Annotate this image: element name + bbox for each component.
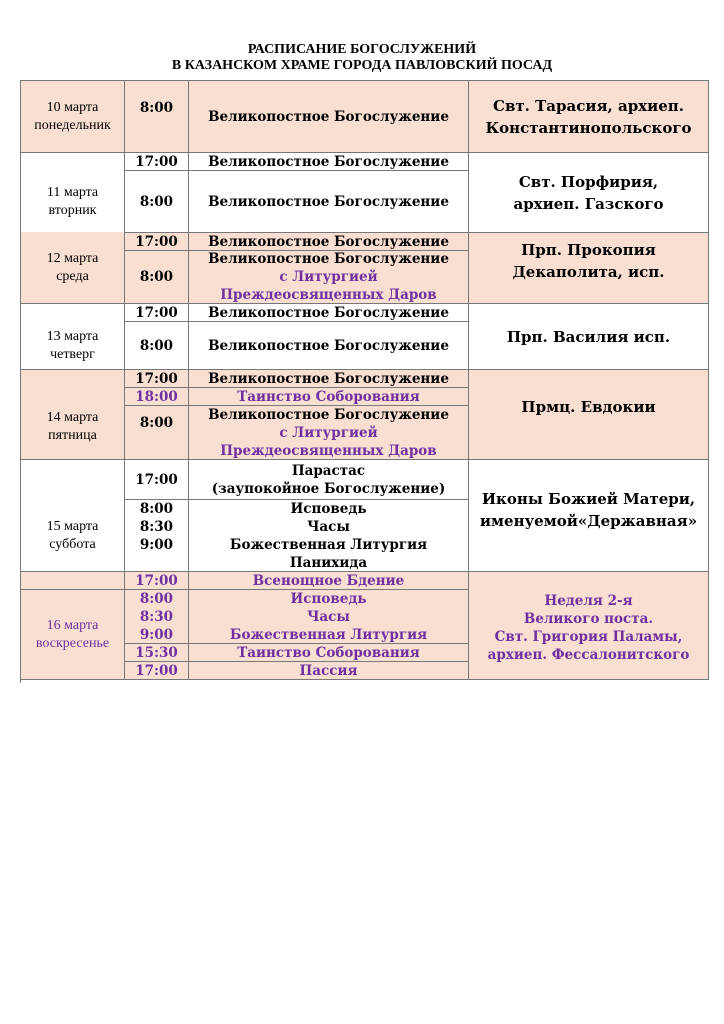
service-cell — [189, 644, 469, 662]
saint-line: Прп. Василия исп. — [506, 327, 671, 346]
time-cell — [125, 322, 189, 370]
time-cell — [125, 171, 189, 233]
time-cell — [125, 370, 189, 388]
service-time: 8:00 — [139, 193, 174, 210]
service-name: Пассия — [299, 662, 358, 679]
service-name: Божественная Литургия — [229, 536, 428, 553]
service-name-note: Преждеосвященных Даров — [220, 287, 437, 303]
service-time: 17:00 — [135, 304, 178, 321]
day-weekday: вторник — [48, 202, 97, 218]
service-cell — [189, 322, 469, 370]
service-name: Часы — [307, 518, 350, 535]
time-cell — [125, 81, 189, 153]
service-time: 15:30 — [135, 644, 178, 661]
service-time: 8:00 — [139, 100, 174, 116]
service-name: Часы — [307, 609, 350, 625]
saint-cell — [469, 81, 709, 153]
saint-line: Свт. Григория Паламы, — [494, 629, 683, 645]
saint-cell — [469, 572, 709, 680]
day-cell — [21, 500, 125, 572]
saint-cell — [469, 233, 709, 304]
day-date: 16 марта — [46, 617, 99, 633]
service-name-note: (заупокойное Богослужение) — [211, 480, 446, 497]
service-name: Парастас — [291, 462, 366, 479]
service-name: Панихида — [289, 554, 368, 571]
day-date: 12 марта — [46, 250, 99, 266]
time-cell — [125, 460, 189, 500]
service-time: 8:00 — [139, 337, 174, 354]
service-name: Великопостное Богослужение — [208, 251, 449, 267]
service-cell — [189, 304, 469, 322]
service-name: Исповедь — [290, 591, 367, 607]
service-time: 8:30 — [139, 519, 174, 535]
day-weekday: воскресенье — [35, 635, 110, 651]
saint-line: Свт. Тарасия, архиеп. — [493, 96, 684, 115]
saint-line: архиеп. Газского — [513, 194, 664, 213]
time-cell — [125, 388, 189, 406]
service-name: Исповедь — [290, 500, 367, 517]
service-time: 17:00 — [135, 572, 178, 589]
time-cell — [125, 626, 189, 644]
day-weekday: понедельник — [34, 117, 111, 133]
service-name-note: Преждеосвященных Даров — [220, 442, 437, 459]
service-time: 17:00 — [135, 662, 178, 679]
time-cell — [125, 251, 189, 304]
day-weekday: среда — [56, 268, 89, 284]
time-cell — [125, 572, 189, 590]
saint-line: Неделя 2-я — [544, 593, 633, 609]
day-date: 11 марта — [46, 184, 99, 200]
service-name: Великопостное Богослужение — [208, 193, 449, 210]
time-cell — [125, 153, 189, 171]
day-cell — [21, 322, 125, 370]
service-name: Великопостное Богослужение — [208, 153, 449, 170]
service-time: 17:00 — [135, 153, 178, 170]
saint-line: Прмц. Евдокии — [521, 398, 656, 416]
service-name-note: с Литургией — [279, 269, 378, 285]
saint-line: Прп. Прокопия — [521, 241, 656, 259]
time-cell — [125, 608, 189, 626]
saint-line: Свт. Порфирия, — [518, 172, 659, 191]
service-cell — [189, 370, 469, 388]
title-line-2: В КАЗАНСКОМ ХРАМЕ ГОРОДА ПАВЛОВСКИЙ ПОСАД — [171, 58, 553, 73]
service-name: Всенощное Бдение — [252, 572, 405, 589]
day-cell — [21, 590, 125, 680]
service-time: 17:00 — [135, 471, 178, 488]
time-cell — [125, 406, 189, 460]
service-cell — [189, 81, 469, 153]
service-cell — [189, 460, 469, 500]
service-cell — [189, 153, 469, 171]
day-date: 14 марта — [46, 409, 99, 425]
service-time: 8:00 — [139, 269, 174, 285]
saint-line: именуемой«Державная» — [479, 512, 698, 530]
schedule-table — [20, 80, 709, 683]
day-cell-continuation — [21, 572, 125, 590]
page-title — [0, 42, 724, 74]
day-weekday: пятница — [48, 427, 97, 443]
service-cell — [189, 406, 469, 460]
service-cell — [189, 388, 469, 406]
day-date: 13 марта — [46, 328, 99, 344]
service-name: Великопостное Богослужение — [208, 108, 449, 125]
service-name: Великопостное Богослужение — [208, 406, 449, 423]
day-cell-continuation — [21, 304, 125, 322]
service-name-note: с Литургией — [279, 424, 378, 441]
saint-cell — [469, 370, 709, 460]
saint-line: Иконы Божией Матери, — [481, 490, 696, 508]
day-date: 10 марта — [46, 99, 99, 115]
day-cell-continuation — [21, 153, 125, 171]
service-time: 8:30 — [139, 609, 174, 625]
service-name: Таинство Соборования — [237, 388, 420, 405]
time-cell — [125, 644, 189, 662]
service-time: 18:00 — [135, 388, 178, 405]
service-name: Великопостное Богослужение — [208, 337, 449, 354]
service-name: Таинство Соборования — [237, 644, 420, 661]
service-time: 17:00 — [135, 233, 178, 250]
service-cell — [189, 590, 469, 608]
time-cell — [125, 500, 189, 572]
time-cell — [125, 662, 189, 680]
day-cell-continuation — [21, 460, 125, 500]
service-name: Великопостное Богослужение — [208, 304, 449, 321]
day-date: 15 марта — [46, 518, 99, 534]
day-weekday: четверг — [50, 346, 95, 362]
service-time: 9:00 — [139, 537, 174, 553]
day-cell — [21, 81, 125, 153]
time-cell — [125, 304, 189, 322]
saint-cell — [469, 460, 709, 572]
saint-cell — [469, 153, 709, 233]
service-time: 9:00 — [139, 626, 174, 643]
service-time: 8:00 — [139, 415, 174, 431]
day-cell — [21, 232, 125, 304]
day-cell — [21, 171, 125, 233]
service-name: Великопостное Богослужение — [208, 370, 449, 387]
day-weekday: суббота — [49, 536, 96, 552]
service-cell — [189, 251, 469, 304]
saint-cell — [469, 304, 709, 370]
saint-line: Великого поста. — [523, 611, 654, 627]
service-cell — [189, 572, 469, 590]
service-cell — [189, 662, 469, 680]
title-line-1: РАСПИСАНИЕ БОГОСЛУЖЕНИЙ — [247, 42, 477, 57]
service-cell — [189, 626, 469, 644]
saint-line: Константинопольского — [485, 118, 692, 137]
time-cell — [125, 233, 189, 251]
service-name: Великопостное Богослужение — [208, 233, 449, 250]
service-time: 17:00 — [135, 370, 178, 387]
service-cell — [189, 608, 469, 626]
service-cell — [189, 500, 469, 572]
service-time: 8:00 — [139, 591, 174, 607]
saint-line: архиеп. Фессалонитского — [487, 647, 690, 663]
day-cell — [21, 394, 125, 460]
service-cell — [189, 233, 469, 251]
time-cell — [125, 590, 189, 608]
service-name: Божественная Литургия — [229, 626, 428, 643]
service-cell — [189, 171, 469, 233]
saint-line: Декаполита, исп. — [512, 263, 665, 281]
service-time: 8:00 — [139, 501, 174, 517]
